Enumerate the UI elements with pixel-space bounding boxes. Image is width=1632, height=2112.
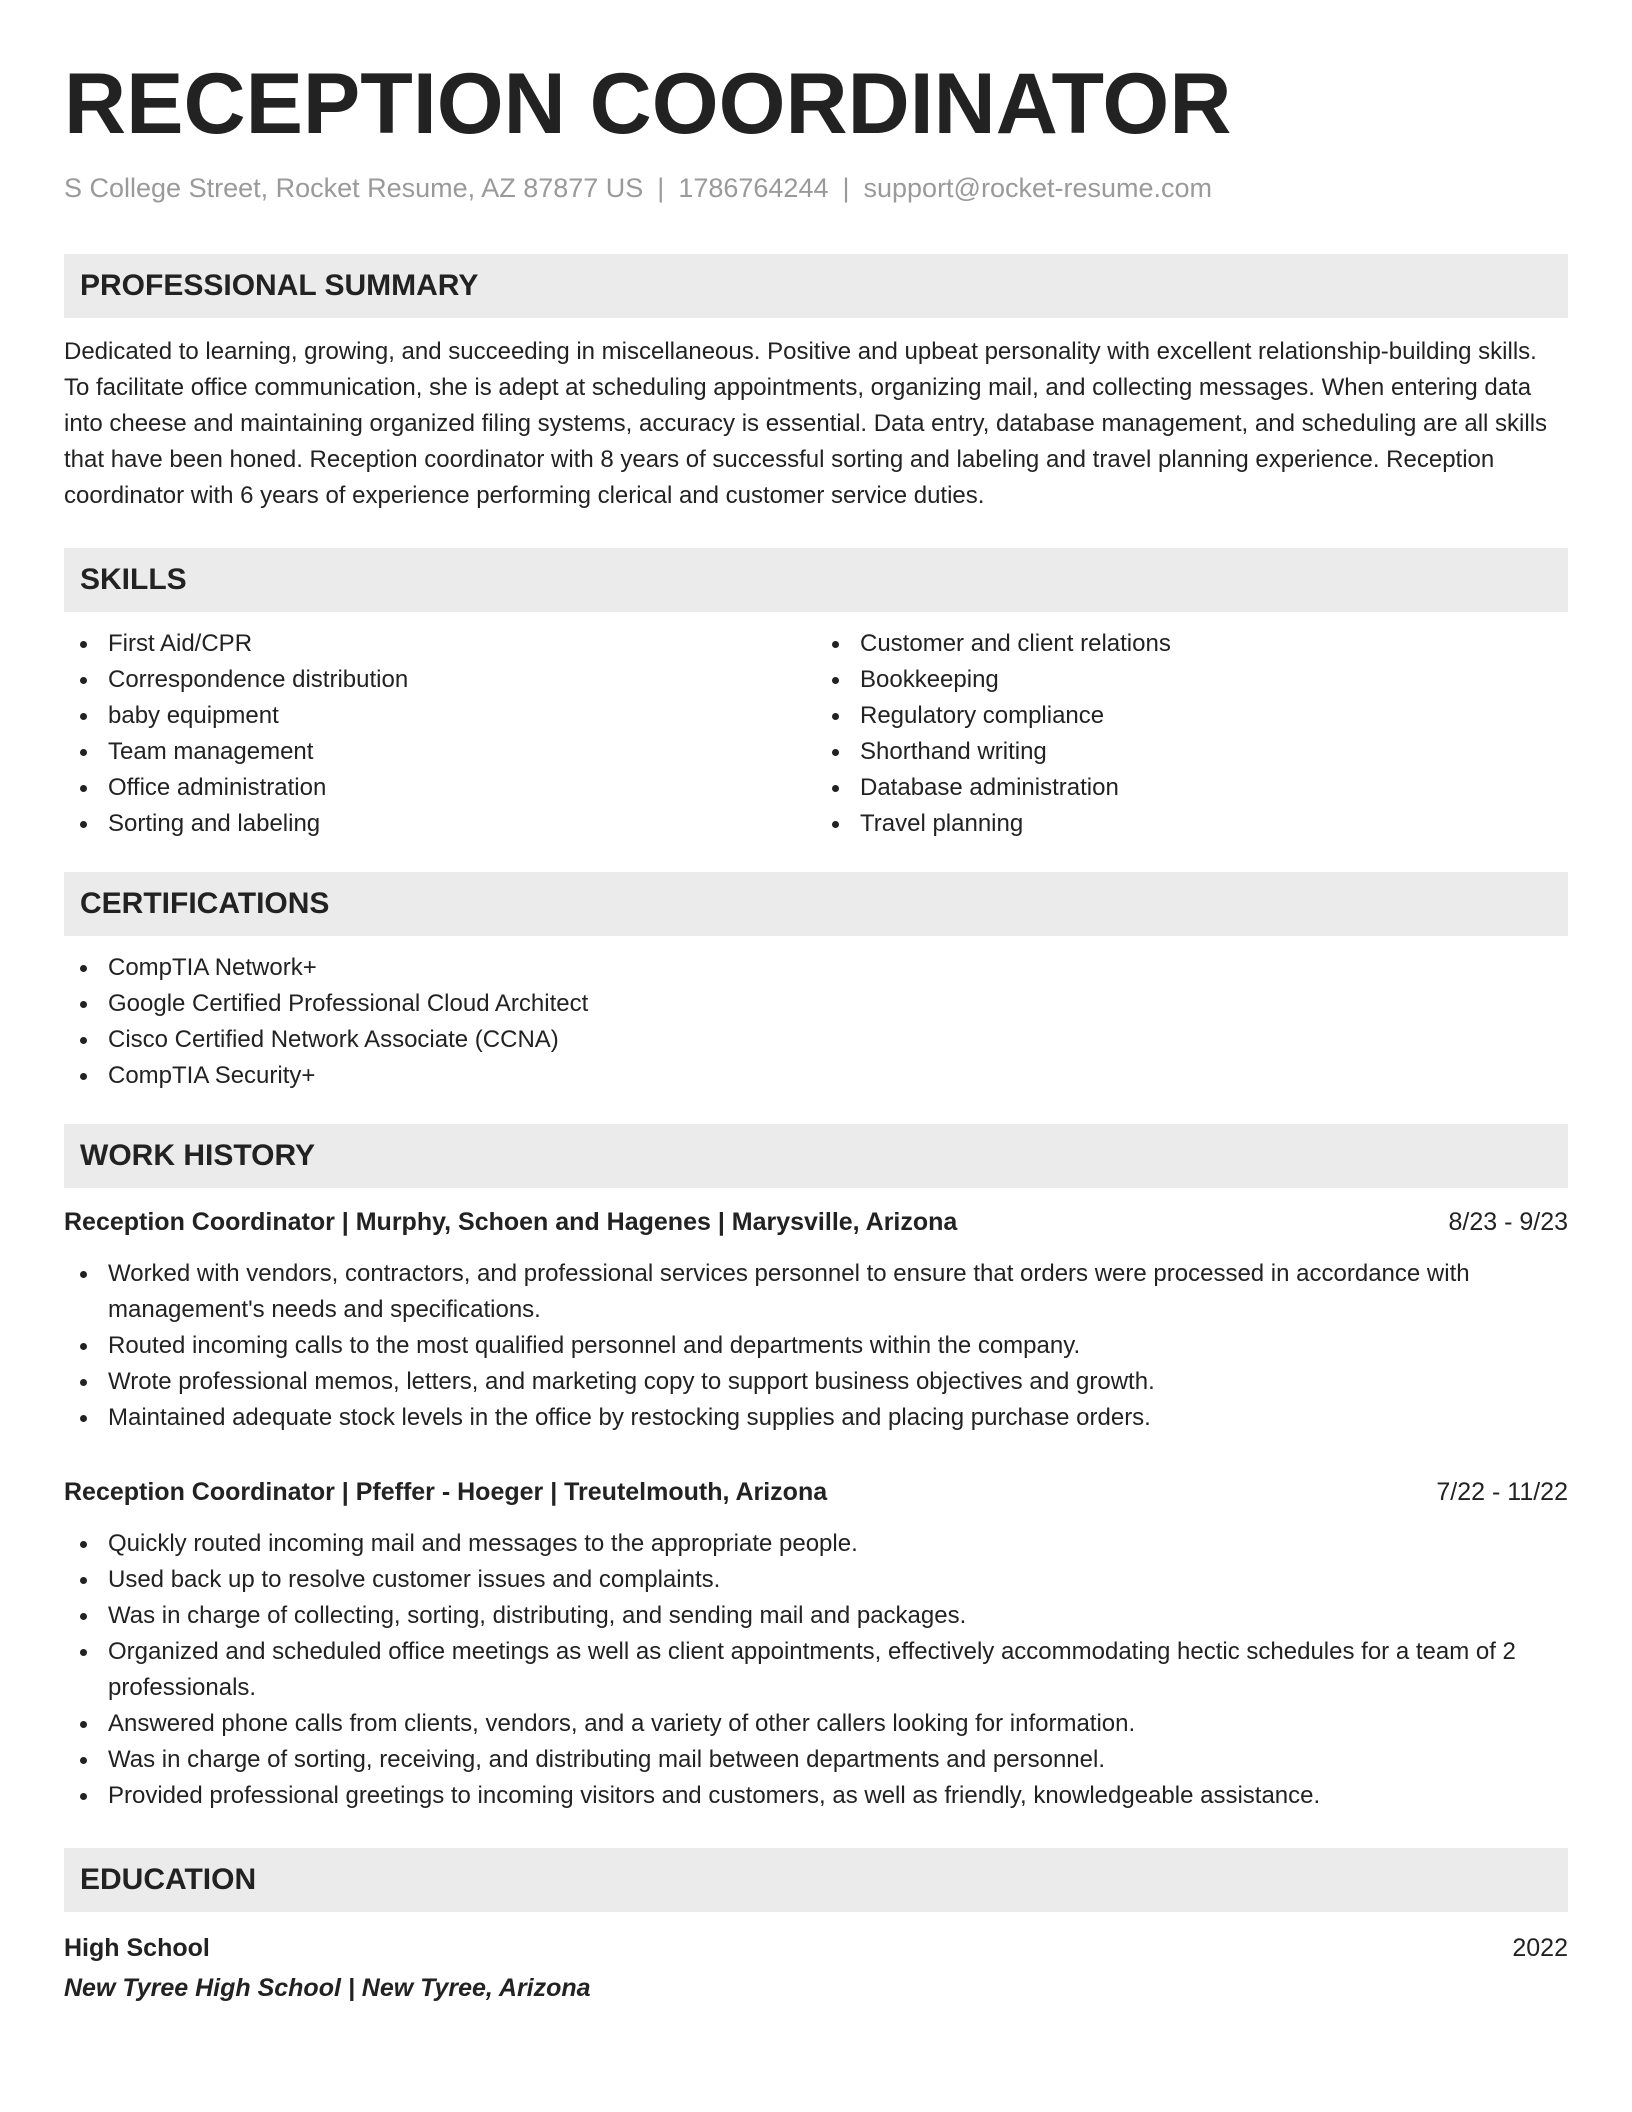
job-bullet: Routed incoming calls to the most qualified personnel and departments within the company. — [64, 1328, 1568, 1364]
job-bullet: Wrote professional memos, letters, and marketing copy to support business objectives and growth. — [64, 1364, 1568, 1400]
job-dates: 8/23 - 9/23 — [1448, 1208, 1568, 1236]
education-school: New Tyree High School | New Tyree, Arizona — [64, 1974, 591, 2002]
job-bullet: Maintained adequate stock levels in the office by restocking supplies and placing purchase orders. — [64, 1400, 1568, 1436]
contact-email: support@rocket-resume.com — [863, 173, 1213, 203]
job-bullet: Was in charge of sorting, receiving, and distributing mail between departments and personnel. — [64, 1742, 1568, 1778]
certifications-heading: CERTIFICATIONS — [64, 872, 1568, 936]
skills-heading: SKILLS — [64, 548, 1568, 612]
job-title: Reception Coordinator | Murphy, Schoen and Hagenes | Marysville, Arizona — [64, 1208, 958, 1236]
skills-list-left — [64, 626, 816, 842]
skill-item: baby equipment — [64, 698, 816, 734]
job-title: Reception Coordinator | Pfeffer - Hoeger | Treutelmouth, Arizona — [64, 1478, 828, 1506]
skill-item: Database administration — [816, 770, 1568, 806]
skills-section — [64, 548, 1568, 842]
skill-item: Sorting and labeling — [64, 806, 816, 842]
certification-item: CompTIA Security+ — [64, 1058, 1568, 1094]
summary-heading: PROFESSIONAL SUMMARY — [64, 254, 1568, 318]
certifications-list — [64, 950, 1568, 1094]
skill-item: Customer and client relations — [816, 626, 1568, 662]
education-degree: High School — [64, 1934, 210, 1962]
contact-phone: 1786764244 — [678, 173, 829, 203]
job-bullet: Used back up to resolve customer issues and complaints. — [64, 1562, 1568, 1598]
job-header — [64, 1204, 1568, 1240]
job-bullets — [64, 1526, 1568, 1814]
skill-item: First Aid/CPR — [64, 626, 816, 662]
education-section — [64, 1848, 1568, 2006]
education-header — [64, 1930, 1568, 1966]
job-header — [64, 1474, 1568, 1510]
job-dates: 7/22 - 11/22 — [1436, 1478, 1568, 1506]
candidate-title: RECEPTION COORDINATOR — [64, 56, 1232, 152]
certifications-section — [64, 872, 1568, 1094]
job-bullets — [64, 1256, 1568, 1436]
contact-address: S College Street, Rocket Resume, AZ 87877 US — [64, 173, 644, 203]
skills-list-right — [816, 626, 1568, 842]
skill-item: Shorthand writing — [816, 734, 1568, 770]
summary-section — [64, 254, 1568, 514]
skill-item: Bookkeeping — [816, 662, 1568, 698]
job-bullet: Answered phone calls from clients, vendors, and a variety of other callers looking for information. — [64, 1706, 1568, 1742]
certification-item: Google Certified Professional Cloud Architect — [64, 986, 1568, 1022]
skill-item: Team management — [64, 734, 816, 770]
work-history-section — [64, 1124, 1568, 1814]
skill-item: Travel planning — [816, 806, 1568, 842]
contact-line — [64, 170, 1568, 206]
work-history-heading: WORK HISTORY — [64, 1124, 1568, 1188]
job-bullet: Worked with vendors, contractors, and professional services personnel to ensure that orders were processed in accordance with management's needs and specifications. — [64, 1256, 1568, 1328]
job-entry — [64, 1204, 1568, 1436]
contact-separator: | — [657, 173, 665, 203]
job-bullet: Quickly routed incoming mail and messages to the appropriate people. — [64, 1526, 1568, 1562]
contact-separator: | — [842, 173, 850, 203]
job-bullet: Was in charge of collecting, sorting, distributing, and sending mail and packages. — [64, 1598, 1568, 1634]
job-bullet: Provided professional greetings to incoming visitors and customers, as well as friendly, knowledgeable assistance. — [64, 1778, 1568, 1814]
education-heading: EDUCATION — [64, 1848, 1568, 1912]
certification-item: Cisco Certified Network Associate (CCNA) — [64, 1022, 1568, 1058]
summary-text: Dedicated to learning, growing, and succeeding in miscellaneous. Positive and upbeat personality with excellent relationship-building skills. To facilitate office communication, she is adept at scheduling appointments, organizing mail, and collecting messages. When entering data into cheese and maintaining organized filing systems, accuracy is essential. Data entry, database management, and scheduling are all skills that have been honed. Reception coordinator with 8 years of successful sorting and labeling and travel planning experience. Reception coordinator with 6 years of experience performing clerical and customer service duties. — [64, 338, 1548, 509]
certification-item: CompTIA Network+ — [64, 950, 1568, 986]
skill-item: Correspondence distribution — [64, 662, 816, 698]
skill-item: Regulatory compliance — [816, 698, 1568, 734]
education-year: 2022 — [1512, 1934, 1568, 1962]
job-entry — [64, 1474, 1568, 1814]
skill-item: Office administration — [64, 770, 816, 806]
job-bullet: Organized and scheduled office meetings as well as client appointments, effectively accommodating hectic schedules for a team of 2 professionals. — [64, 1634, 1568, 1706]
skills-columns — [64, 612, 1568, 842]
